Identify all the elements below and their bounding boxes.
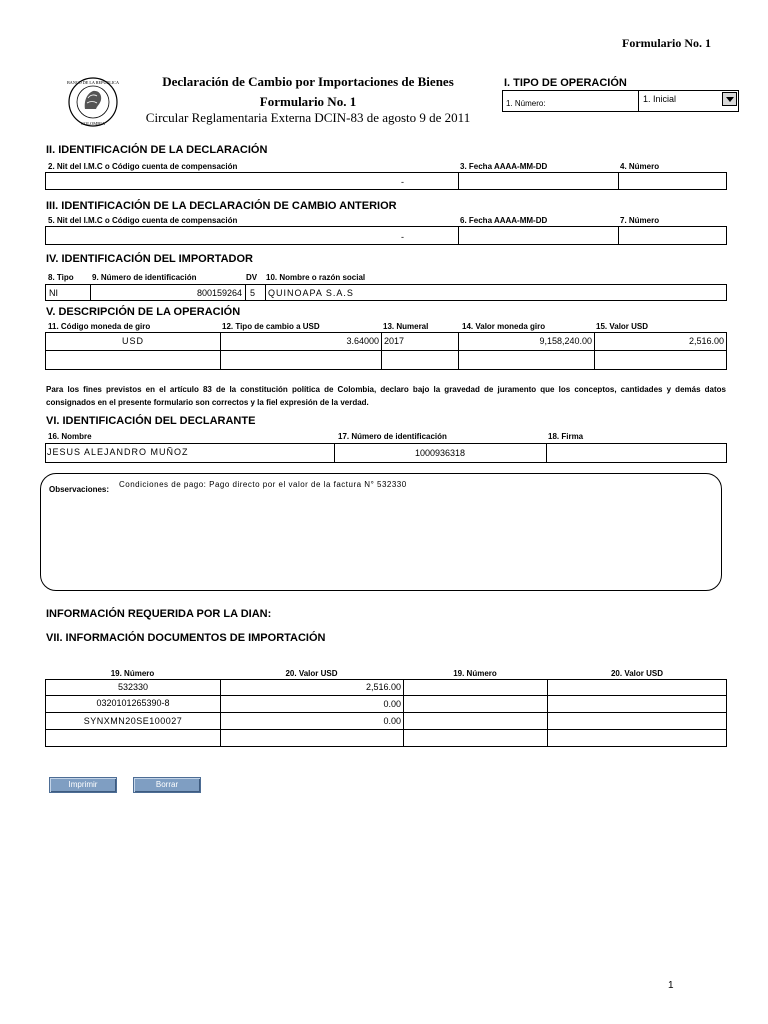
declarante-nombre-input[interactable]: JESUS ALEJANDRO MUÑOZ (47, 447, 189, 457)
nit-input[interactable]: - (401, 177, 404, 187)
firma-label: 18. Firma (548, 432, 584, 441)
numero-label-2: 4. Número (620, 162, 660, 171)
valor-moneda-label: 14. Valor moneda giro (462, 322, 546, 331)
dv-input[interactable]: 5 (250, 288, 256, 298)
declarante-nombre-label: 16. Nombre (48, 432, 92, 441)
page-number: 1 (668, 980, 674, 991)
operacion-table (45, 332, 727, 370)
doc-numero-row-3[interactable]: SYNXMN20SE100027 (83, 716, 183, 726)
dv-label: DV (246, 273, 258, 282)
tipo-operacion-box (502, 90, 739, 112)
doc-numero-row-4[interactable] (46, 730, 220, 746)
doc-valor-row-1[interactable]: 2,516.00 (365, 682, 401, 692)
section-7-title: VII. INFORMACIÓN DOCUMENTOS DE IMPORTACIÓN (46, 632, 326, 644)
doc-valor-header-1: 20. Valor USD (285, 669, 338, 678)
numero-anterior-input[interactable] (620, 227, 726, 244)
declaracion-row (45, 172, 727, 190)
imprimir-button[interactable]: Imprimir (49, 777, 117, 793)
doc-valor-row-3[interactable]: 0.00 (383, 716, 401, 726)
numeral-input[interactable]: 2017 (384, 336, 405, 346)
documentos-table (45, 679, 727, 747)
observaciones-text: Condiciones de pago: Pago directo por el valor de la factura N° 532330 (119, 480, 407, 489)
valor-usd-input[interactable]: 2,516.00 (688, 336, 724, 346)
identificacion-input[interactable]: 800159264 (196, 288, 242, 298)
nit-anterior-label: 5. Nit del I.M.C o Código cuenta de compensación (48, 216, 238, 225)
identificacion-label: 9. Número de identificación (92, 273, 197, 282)
doc-valor-row-2[interactable]: 0.00 (383, 699, 401, 709)
section-6-title: VI. IDENTIFICACIÓN DEL DECLARANTE (46, 415, 256, 427)
form-title: Declaración de Cambio por Importaciones de Bienes (162, 74, 454, 89)
nombre-razon-label: 10. Nombre o razón social (266, 273, 366, 282)
nombre-razon-input[interactable]: QUINOAPA S.A.S (268, 288, 354, 298)
moneda-input[interactable]: USD (121, 336, 144, 346)
fecha-anterior-input[interactable] (460, 227, 616, 244)
form-number-top: Formulario No. 1 (622, 36, 711, 50)
nit-anterior-input[interactable]: - (401, 232, 404, 242)
section-3-title: III. IDENTIFICACIÓN DE LA DECLARACIÓN DE CAMBIO ANTERIOR (46, 200, 397, 212)
form-subtitle: Formulario No. 1 (259, 94, 357, 109)
svg-text:BANCO DE LA REPUBLICA: BANCO DE LA REPUBLICA (67, 80, 119, 85)
observaciones-box[interactable] (40, 473, 722, 591)
doc-numero-row-2[interactable]: 0320101265390-8 (96, 698, 170, 708)
fecha-label: 3. Fecha AAAA-MM-DD (460, 162, 548, 171)
section-5-title: V. DESCRIPCIÓN DE LA OPERACIÓN (46, 306, 241, 318)
section-2-title: II. IDENTIFICACIÓN DE LA DECLARACIÓN (46, 144, 268, 156)
numero-label: 1. Número: (506, 99, 546, 108)
section-4-title: IV. IDENTIFICACIÓN DEL IMPORTADOR (46, 253, 253, 265)
declarante-id-input[interactable]: 1000936318 (414, 448, 466, 458)
declarante-row (45, 443, 727, 463)
moneda-label: 11. Código moneda de giro (48, 322, 151, 331)
declaration-text: Para los fines previstos en el artículo 83 de la constitución política de Colombia, declaro bajo la gravedad de juramento que los conceptos, cantidades y demás datos consignados en el presente formulario son correctos y la fiel expresión de la verdad. (46, 385, 726, 407)
firma-field[interactable] (548, 444, 726, 462)
tipo-cambio-input[interactable]: 3.64000 (346, 336, 379, 346)
numeral-label: 13. Numeral (383, 322, 429, 331)
dropdown-arrow-icon[interactable] (722, 92, 737, 106)
circular-reference: Circular Reglamentaria Externa DCIN-83 de agosto 9 de 2011 (145, 110, 471, 125)
doc-numero-header-1: 19. Número (110, 669, 155, 678)
dian-title: INFORMACIÓN REQUERIDA POR LA DIAN: (46, 608, 272, 620)
fecha-anterior-label: 6. Fecha AAAA-MM-DD (460, 216, 548, 225)
valor-moneda-input[interactable]: 9,158,240.00 (539, 336, 592, 346)
doc-numero-header-2: 19. Número (453, 669, 497, 678)
section-1-title: I. TIPO DE OPERACIÓN (504, 77, 627, 89)
fecha-input[interactable] (460, 173, 616, 189)
doc-numero-row-1[interactable]: 532330 (117, 682, 149, 692)
banco-republica-logo (66, 76, 120, 128)
numero-select[interactable] (639, 91, 738, 111)
numero-anterior-label: 7. Número (620, 216, 660, 225)
doc-valor-row-4[interactable] (221, 730, 403, 746)
declarante-id-label: 17. Número de identificación (338, 432, 447, 441)
nit-label: 2. Nit del I.M.C o Código cuenta de compensación (48, 162, 238, 171)
numero-select-value: 1. Inicial (643, 94, 677, 104)
svg-text:COLOMBIA: COLOMBIA (80, 121, 106, 126)
doc-valor-header-2: 20. Valor USD (610, 669, 664, 678)
tipo-label: 8. Tipo (48, 273, 74, 282)
tipo-cambio-label: 12. Tipo de cambio a USD (222, 322, 320, 331)
importador-row (45, 284, 727, 301)
numero-input[interactable] (620, 173, 726, 189)
valor-usd-label: 15. Valor USD (596, 322, 649, 331)
borrar-button[interactable]: Borrar (133, 777, 201, 793)
declaracion-anterior-row (45, 226, 727, 245)
tipo-input[interactable]: NI (49, 288, 58, 298)
observaciones-label: Observaciones: (49, 485, 110, 494)
